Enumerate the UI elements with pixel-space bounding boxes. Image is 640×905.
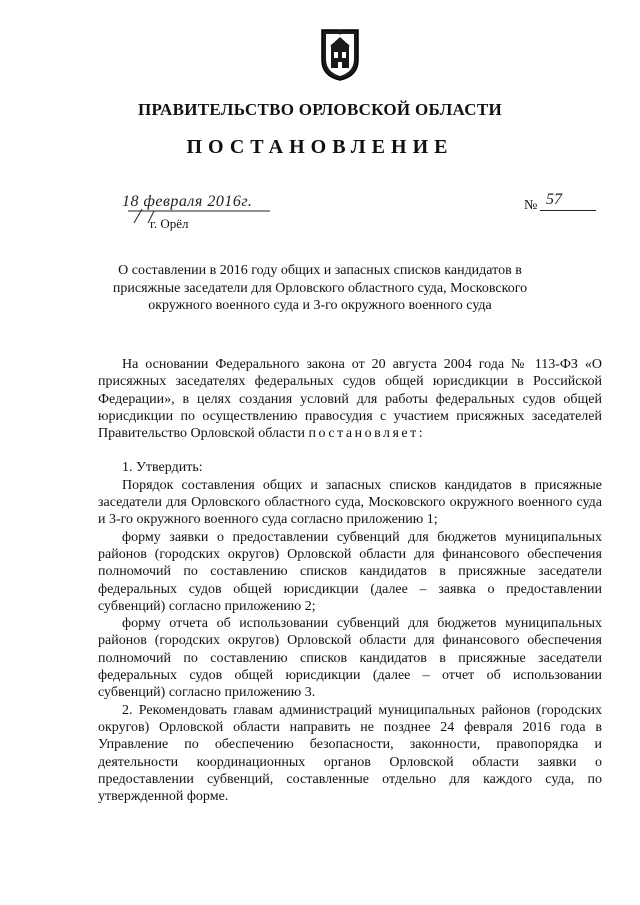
item-2-recommendation: 2. Рекомендовать главам администраций муниципальных районов (городских округов) Орловской области направить не позднее 24 февраля 2016 года в Управление по обеспечению безопасности, законности, правопорядка и деятельности координационных органов Орловской области заявки о предоставлении субвенций, составленные отдельно для каждого суда, по утвержденной форме. <box>98 702 602 805</box>
item-1-procedure: Порядок составления общих и запасных списков кандидатов в присяжные заседатели для Орловского областного суда, Московского окружного военного суда и 3-го окружного военного суда согласно приложению 1; <box>98 477 602 528</box>
item-1-report-form: форму отчета об использовании субвенций для бюджетов муниципальных районов (городских округов) Орловской области для финансового обеспечения полномочий по составлению списков кандидатов в присяжные заседатели федеральных судов общей юрисдикции (далее – отчет об использовании субвенций) согласно приложению 3. <box>98 616 602 701</box>
handwritten-date: 18 февраля 2016г. <box>122 193 253 210</box>
organization-title: ПРАВИТЕЛЬСТВО ОРЛОВСКОЙ ОБЛАСТИ <box>137 100 503 119</box>
preamble-text: На основании Федерального закона от 20 августа 2004 года № 113-ФЗ «О присяжных заседателях федеральных судов общей юрисдикции в Российской Федерации», в целях создания условий для работы федеральных судов общей юрисдикции по осуществлению правосудия с участием присяжных заседателей Правительство Орловской области <box>98 357 602 442</box>
city-label: г. Орёл <box>150 216 189 231</box>
date-underline <box>120 199 280 225</box>
coat-of-arms-icon <box>318 26 362 82</box>
number-label: № <box>524 198 538 213</box>
item-1-application-form: форму заявки о предоставлении субвенций для бюджетов муниципальных районов (городских округов) Орловской области для финансового обеспечения полномочий по составлению списков кандидатов в присяжные заседатели федеральных судов общей юрисдикции (далее – заявка о предоставлении субвенций) согласно приложению 2; <box>98 529 602 614</box>
number-underline <box>540 210 596 211</box>
preamble-decree-word: постановляет: <box>308 426 426 442</box>
item-1-title: 1. Утвердить: <box>122 460 203 476</box>
preamble <box>98 356 602 442</box>
document-subject: О составлении в 2016 году общих и запасных списков кандидатов в присяжные заседатели для Орловского областного суда, Московского окружного военного суда и 3-го окружного военного суда <box>112 263 528 313</box>
handwritten-number: 57 <box>546 191 562 208</box>
document-body <box>98 356 602 805</box>
document-type: ПОСТАНОВЛЕНИЕ <box>186 136 454 158</box>
